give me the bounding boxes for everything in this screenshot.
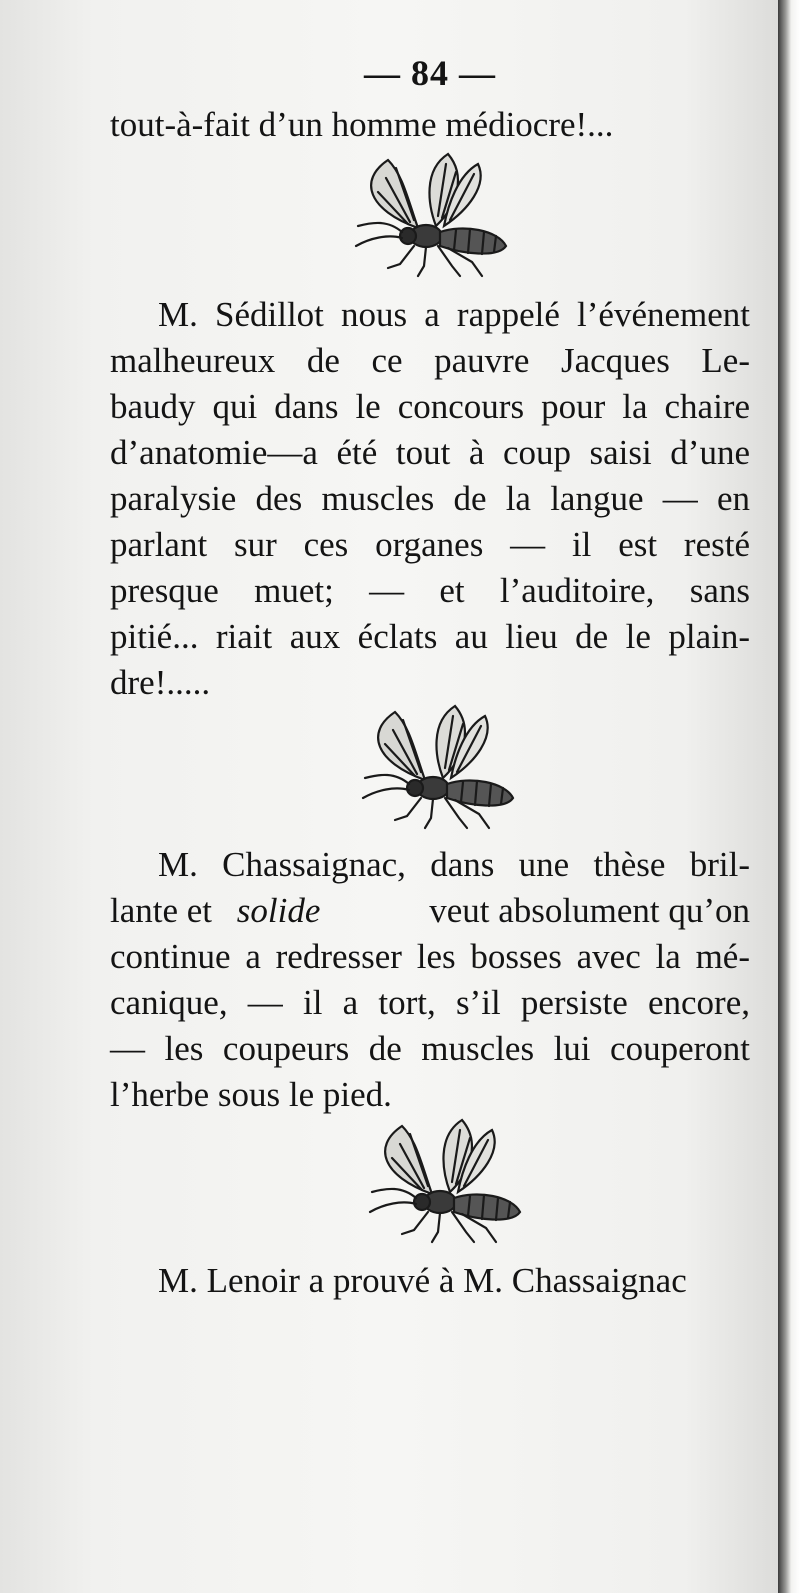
text-line: malheureux de ce pauvre Jacques Le- — [110, 341, 750, 380]
text-line: pitié... riait aux éclats au lieu de le plain- — [110, 617, 750, 656]
text-line: M. Sédillot nous a rappelé l’événement — [158, 295, 750, 334]
bee-icon — [348, 150, 518, 280]
text-line: dre!..... — [110, 663, 211, 702]
text-fragment: lante et — [110, 891, 213, 930]
text-line: M. Lenoir a prouvé à M. Chassaignac — [158, 1261, 687, 1300]
text-line: continue a redresser les bosses avec la mé- — [110, 937, 750, 976]
text-line: l’herbe sous le pied. — [110, 1075, 392, 1114]
text-line-mixed — [110, 888, 750, 934]
italic-word: solide — [236, 891, 321, 930]
book-gutter — [778, 0, 800, 1593]
text-line: presque muet; — et l’auditoire, sans — [110, 571, 750, 610]
text-fragment: veut absolument qu’on — [429, 891, 750, 930]
bee-icon — [362, 1116, 532, 1246]
text-line: parlant sur ces organes — il est resté — [110, 525, 750, 564]
bee-icon — [355, 702, 525, 832]
text-line: canique, — il a tort, s’il persiste encore, — [110, 983, 750, 1022]
text-line: tout-à-fait d’un homme médiocre!... — [110, 105, 614, 144]
text-line: paralysie des muscles de la langue — en — [110, 479, 750, 518]
page-number: — 84 — — [364, 53, 496, 93]
text-line: — les coupeurs de muscles lui couperont — [110, 1029, 750, 1068]
text-line: M. Chassaignac, dans une thèse bril- — [158, 845, 750, 884]
text-line: baudy qui dans le concours pour la chaire — [110, 387, 750, 426]
text-line: d’anatomie—a été tout à coup saisi d’une — [110, 433, 750, 472]
